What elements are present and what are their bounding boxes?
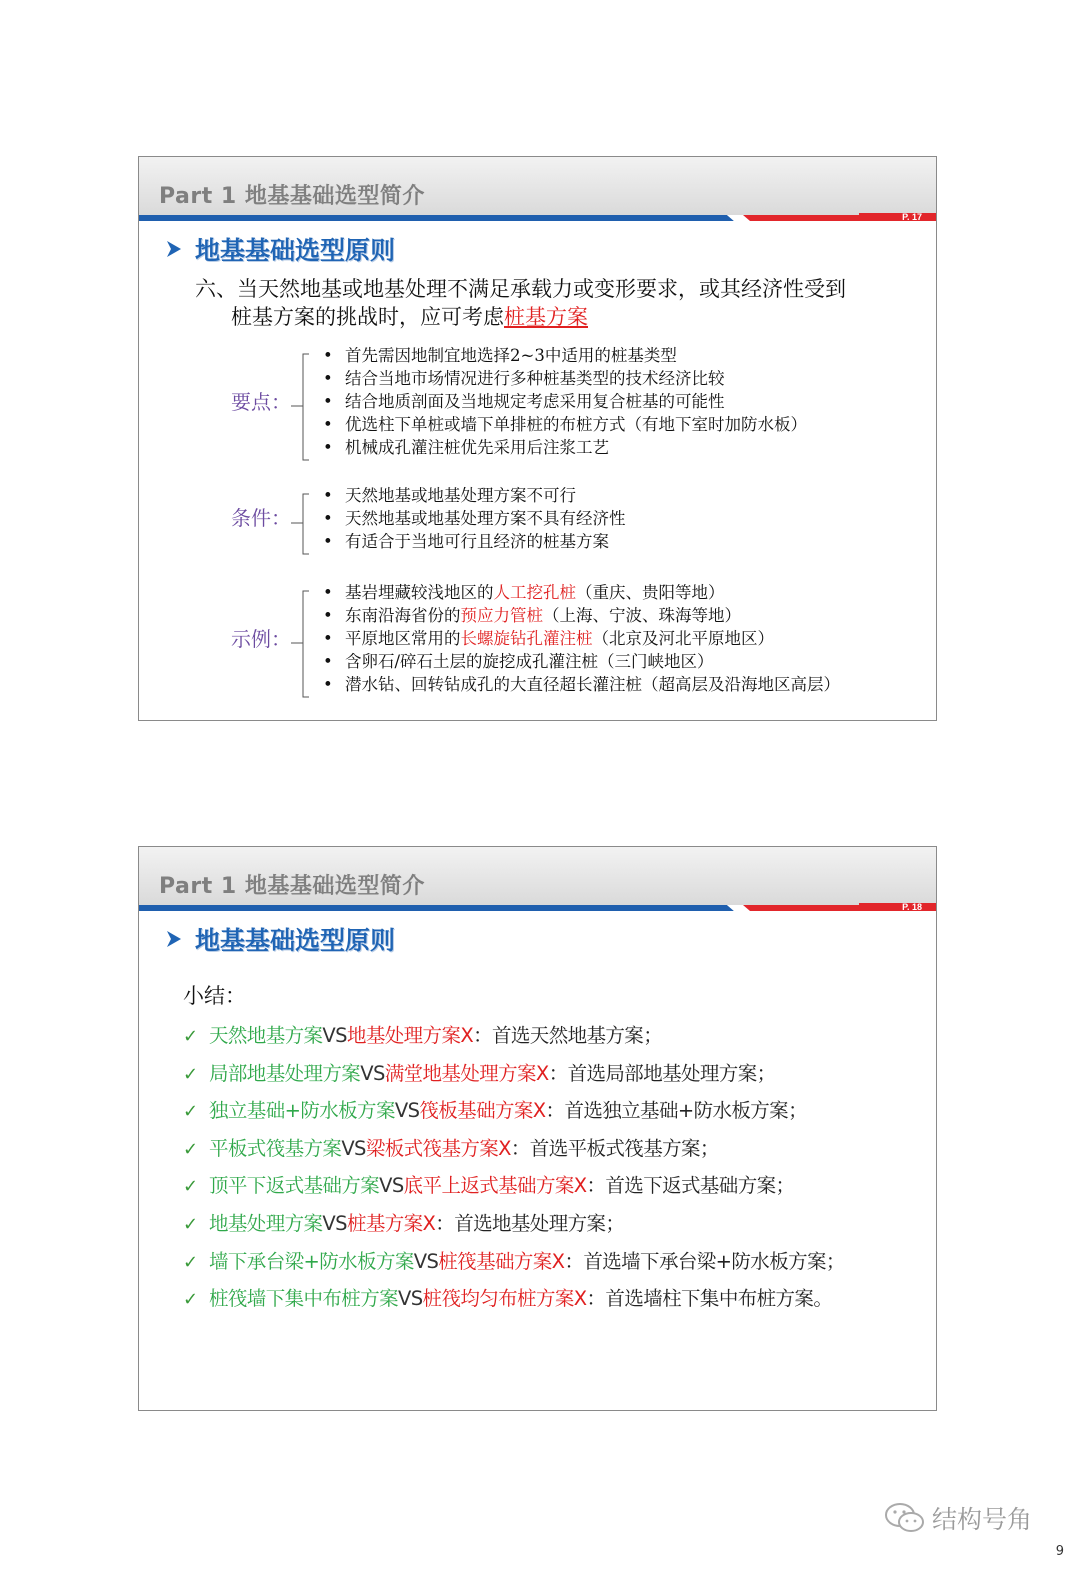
slide-18 xyxy=(138,846,937,1411)
list-item: • 有适合于当地可行且经济的桩基方案 xyxy=(323,530,626,553)
list-item: • 首先需因地制宜地选择2~3中适用的桩基类型 xyxy=(323,344,807,367)
check-icon: ✓ xyxy=(183,1138,198,1160)
header-stripe xyxy=(139,903,936,915)
list-item: ✓ 墙下承台梁+防水板方案VS桩筏基础方案X：首选墙下承台梁+防水板方案； xyxy=(183,1243,845,1281)
bullet-list xyxy=(323,581,840,696)
slide-header xyxy=(139,847,936,905)
intro-paragraph xyxy=(195,275,925,331)
list-item: • 天然地基或地基处理方案不可行 xyxy=(323,484,626,507)
brace-icon xyxy=(285,587,315,707)
summary-list xyxy=(183,1017,845,1318)
list-item: ✓ 地基处理方案VS桩基方案X：首选地基处理方案； xyxy=(183,1205,845,1243)
check-icon: ✓ xyxy=(183,1251,198,1273)
group-label: 要点： xyxy=(231,390,291,414)
bullet-list xyxy=(323,344,807,459)
bullet-list xyxy=(323,484,626,553)
list-item: • 机械成孔灌注桩优先采用后注浆工艺 xyxy=(323,436,807,459)
list-item: • 结合地质剖面及当地规定考虑采用复合桩基的可能性 xyxy=(323,390,807,413)
list-item: ✓ 天然地基方案VS地基处理方案X：首选天然地基方案； xyxy=(183,1017,845,1055)
check-icon: ✓ xyxy=(183,1101,198,1123)
check-icon: ✓ xyxy=(183,1026,198,1047)
group-label: 示例： xyxy=(231,627,291,651)
list-item: • 平原地区常用的长螺旋钻孔灌注桩（北京及河北平原地区） xyxy=(323,627,840,650)
list-item: • 潜水钻、回转钻成孔的大直径超长灌注桩（超高层及沿海地区高层） xyxy=(323,673,840,696)
header-stripe xyxy=(139,213,936,225)
list-item: ✓ 平板式筏基方案VS梁板式筏基方案X：首选平板式筏基方案； xyxy=(183,1130,845,1168)
brace-icon xyxy=(285,350,315,470)
part-title: Part 1 地基基础选型简介 xyxy=(159,184,425,209)
intro-highlight: 桩基方案 xyxy=(504,305,588,329)
part-title: Part 1 地基基础选型简介 xyxy=(159,874,425,899)
group-label: 条件： xyxy=(231,506,291,530)
check-icon: ✓ xyxy=(183,1289,198,1311)
intro-line-1: 六、当天然地基或地基处理不满足承载力或变形要求，或其经济性受到 xyxy=(195,277,846,301)
check-icon: ✓ xyxy=(183,1176,198,1198)
slide-page-number: P. 17 xyxy=(902,212,922,222)
arrow-bullet-icon xyxy=(165,929,183,949)
check-icon: ✓ xyxy=(183,1063,198,1085)
wechat-icon xyxy=(884,1502,926,1534)
slide-page-number: P. 18 xyxy=(902,902,922,912)
list-item: ✓ 桩筏墙下集中布桩方案VS桩筏均匀布桩方案X：首选墙柱下集中布桩方案。 xyxy=(183,1280,845,1318)
check-icon: ✓ xyxy=(183,1213,198,1235)
slide-header xyxy=(139,157,936,215)
section-title xyxy=(165,232,395,266)
arrow-bullet-icon xyxy=(165,239,183,259)
watermark xyxy=(884,1500,1032,1536)
section-title-text: 地基基础选型原则 xyxy=(195,236,396,265)
list-item: ✓ 顶平下返式基础方案VS底平上返式基础方案X：首选下返式基础方案； xyxy=(183,1167,845,1205)
list-item: • 含卵石/碎石土层的旋挖成孔灌注桩（三门峡地区） xyxy=(323,650,840,673)
list-item: • 优选柱下单桩或墙下单排桩的布桩方式（有地下室时加防水板） xyxy=(323,413,807,436)
slide-17 xyxy=(138,156,937,721)
list-item: ✓ 独立基础+防水板方案VS筏板基础方案X：首选独立基础+防水板方案； xyxy=(183,1092,845,1130)
watermark-text: 结构号角 xyxy=(932,1505,1033,1534)
summary-title: 小结： xyxy=(183,984,246,1008)
intro-line-2-text: 桩基方案的挑战时，应可考虑 xyxy=(231,305,504,329)
list-item: • 东南沿海省份的预应力管桩（上海、宁波、珠海等地） xyxy=(323,604,840,627)
list-item: • 天然地基或地基处理方案不具有经济性 xyxy=(323,507,626,530)
list-item: • 基岩埋藏较浅地区的人工挖孔桩（重庆、贵阳等地） xyxy=(323,581,840,604)
section-title xyxy=(165,922,395,956)
list-item: • 结合当地市场情况进行多种桩基类型的技术经济比较 xyxy=(323,367,807,390)
intro-line-2 xyxy=(195,303,925,331)
list-item: ✓ 局部地基处理方案VS满堂地基处理方案X：首选局部地基处理方案； xyxy=(183,1055,845,1093)
section-title-text: 地基基础选型原则 xyxy=(195,926,396,955)
brace-icon xyxy=(285,490,315,562)
document-page-number: 9 xyxy=(1055,1544,1064,1559)
